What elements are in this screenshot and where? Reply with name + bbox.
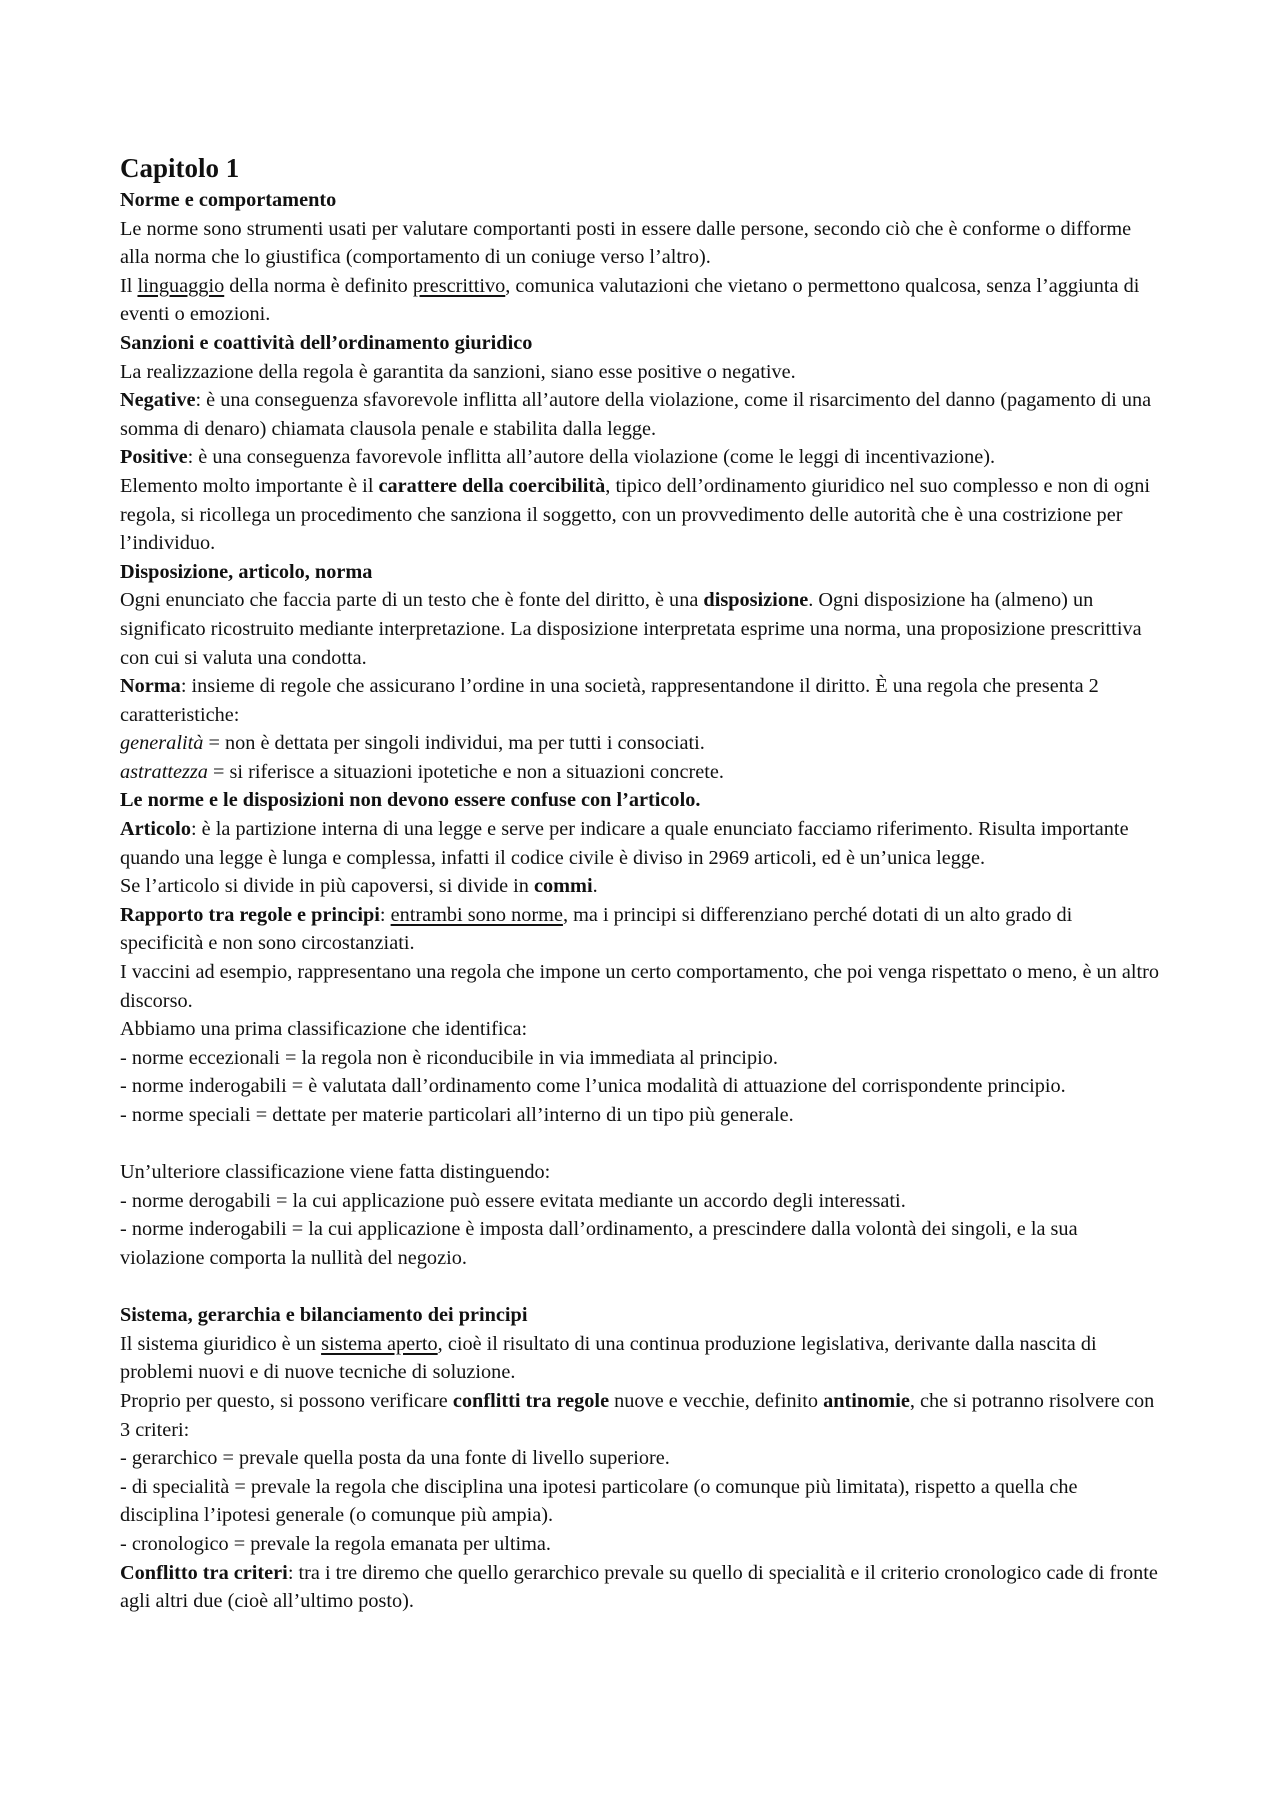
paragraph xyxy=(120,1330,1160,1387)
text: , comunica valutazioni che vietano o permettono qualcosa, senza l’aggiunta di eventi o emozioni. xyxy=(120,274,1140,326)
bold-term: Negative xyxy=(120,389,196,412)
italic-term: astrattezza xyxy=(120,760,208,783)
bold-term: Positive xyxy=(120,446,188,469)
heading-sanzioni: Sanzioni e coattività dell’ordinamento giuridico xyxy=(120,331,533,354)
text: Proprio per questo, si possono verificare xyxy=(120,1389,453,1412)
paragraph xyxy=(120,1387,1160,1444)
bold-term: Articolo xyxy=(120,818,191,841)
bold-term: Conflitto tra criteri xyxy=(120,1561,288,1584)
bold-term: conflitti tra regole xyxy=(452,1389,610,1412)
paragraph: Le norme sono strumenti usati per valutare comportanti posti in essere dalle persone, secondo ciò che è conforme o difforme alla norma che lo giustifica (comportamento di un coniuge verso l’altro). xyxy=(120,217,1132,269)
heading-disposizione: Disposizione, articolo, norma xyxy=(120,560,373,583)
text: , cioè il risultato di una continua produzione legislativa, derivante dalla nascita di problemi nuovi e di nuove tecniche di soluzione. xyxy=(120,1332,1097,1384)
text: . Ogni disposizione ha (almeno) un significato ricostruito mediante interpretazione. La disposizione interpretata esprime una norma, una proposizione prescrittiva con cui si valuta una condotta. xyxy=(120,589,1142,669)
text: : insieme di regole che assicurano l’ordine in una società, rappresentandone il diritto. È una regola che presenta 2 caratteristiche: xyxy=(120,675,1099,726)
paragraph xyxy=(120,901,1160,958)
text: , che si potranno risolvere con 3 criteri: xyxy=(120,1389,1155,1441)
text: : è una conseguenza sfavorevole inflitta all’autore della violazione, come il risarcimento del danno (pagamento di una somma di denaro) chiamata clausola penale e stabilita dalla legge. xyxy=(120,389,1152,440)
paragraph: La realizzazione della regola è garantita da sanzioni, siano esse positive o negative. xyxy=(120,360,796,383)
paragraph xyxy=(120,386,1160,443)
bold-statement: Le norme e le disposizioni non devono essere confuse con l’articolo. xyxy=(120,789,701,812)
paragraph xyxy=(120,872,1160,901)
text: della norma è definito xyxy=(224,274,413,297)
paragraph xyxy=(120,472,1160,558)
paragraph: Un’ulteriore classificazione viene fatta distinguendo: xyxy=(120,1161,551,1184)
chapter-title: Capitolo 1 xyxy=(120,153,240,183)
text: : xyxy=(379,903,391,926)
text: = non è dettata per singoli individui, ma per tutti i consociati. xyxy=(203,732,705,755)
list-item: - norme inderogabili = la cui applicazione è imposta dall’ordinamento, a prescindere dalla volontà dei singoli, e la sua violazione comporta la nullità del negozio. xyxy=(120,1218,1078,1269)
text: Il xyxy=(120,274,138,297)
text: Il sistema giuridico è un xyxy=(120,1332,322,1355)
text: : tra i tre diremo che quello gerarchico prevale su quello di specialità e il criterio cronologico cade di fronte agli altri due (cioè all’ultimo posto). xyxy=(120,1561,1158,1613)
bold-term: antinomie xyxy=(823,1389,910,1412)
text: : è la partizione interna di una legge e serve per indicare a quale enunciato facciamo riferimento. Risulta importante quando una legge è lunga e complessa, infatti il codice civile è diviso in 2969 articoli, ed è un’unica legge. xyxy=(120,818,1129,869)
list-item: - norme speciali = dettate per materie particolari all’interno di un tipo più generale. xyxy=(120,1104,794,1126)
bold-term: commi xyxy=(534,875,593,898)
list-item: - norme derogabili = la cui applicazione può essere evitata mediante un accordo degli interessati. xyxy=(120,1189,906,1212)
text: Elemento molto importante è il xyxy=(120,474,379,497)
heading-sistema: Sistema, gerarchia e bilanciamento dei principi xyxy=(120,1304,528,1327)
underlined-term: sistema aperto xyxy=(321,1332,438,1355)
underlined-term: entrambi sono norme xyxy=(390,903,563,926)
bold-term: Rapporto tra regole e principi xyxy=(120,903,380,926)
blank-line xyxy=(120,1130,1160,1159)
paragraph xyxy=(120,586,1160,672)
bold-term: disposizione xyxy=(703,589,809,612)
text: , ma i principi si differenziano perché dotati di un alto grado di specificità e non sono circostanziati. xyxy=(120,903,1073,955)
blank-line xyxy=(120,1273,1160,1302)
paragraph xyxy=(120,272,1160,329)
underlined-term: linguaggio xyxy=(137,274,225,297)
paragraph xyxy=(120,729,1160,758)
list-item: - cronologico = prevale la regola emanata per ultima. xyxy=(120,1532,551,1555)
paragraph xyxy=(120,1559,1160,1616)
paragraph xyxy=(120,672,1160,729)
bold-term: carattere della coercibilità xyxy=(378,474,606,497)
list-item: - norme inderogabili = è valutata dall’ordinamento come l’unica modalità di attuazione del corrispondente principio. xyxy=(120,1075,1066,1098)
paragraph xyxy=(120,443,1160,472)
paragraph: Abbiamo una prima classificazione che identifica: xyxy=(120,1018,528,1041)
text: Se l’articolo si divide in più capoversi, si divide in xyxy=(120,875,535,898)
text: Ogni enunciato che faccia parte di un testo che è fonte del diritto, è una xyxy=(120,589,704,612)
text: : è una conseguenza favorevole inflitta all’autore della violazione (come le leggi di incentivazione). xyxy=(187,446,996,469)
list-item: - norme eccezionali = la regola non è riconducibile in via immediata al principio. xyxy=(120,1046,778,1069)
bold-term: Norma xyxy=(120,675,181,698)
italic-term: generalità xyxy=(120,732,204,755)
text: . xyxy=(592,875,598,898)
underlined-term: prescrittivo xyxy=(412,274,506,297)
heading-norme-comportamento: Norme e comportamento xyxy=(120,189,337,211)
paragraph xyxy=(120,815,1160,872)
list-item: - di specialità = prevale la regola che disciplina una ipotesi particolare (o comunque più limitata), rispetto a quella che disciplina l’ipotesi generale (o comunque più ampia). xyxy=(120,1475,1078,1527)
text: , tipico dell’ordinamento giuridico nel suo complesso e non di ogni regola, si ricollega un procedimento che sanziona il soggetto, con un provvedimento delle autorità che è una costrizione per l’individuo. xyxy=(120,474,1150,555)
paragraph xyxy=(120,758,1160,787)
paragraph: I vaccini ad esempio, rappresentano una regola che impone un certo comportamento, che poi venga rispettato o meno, è un altro discorso. xyxy=(120,961,1160,1012)
text: nuove e vecchie, definito xyxy=(609,1389,824,1412)
text: = si riferisce a situazioni ipotetiche e non a situazioni concrete. xyxy=(207,760,724,783)
list-item: - gerarchico = prevale quella posta da una fonte di livello superiore. xyxy=(120,1447,670,1470)
